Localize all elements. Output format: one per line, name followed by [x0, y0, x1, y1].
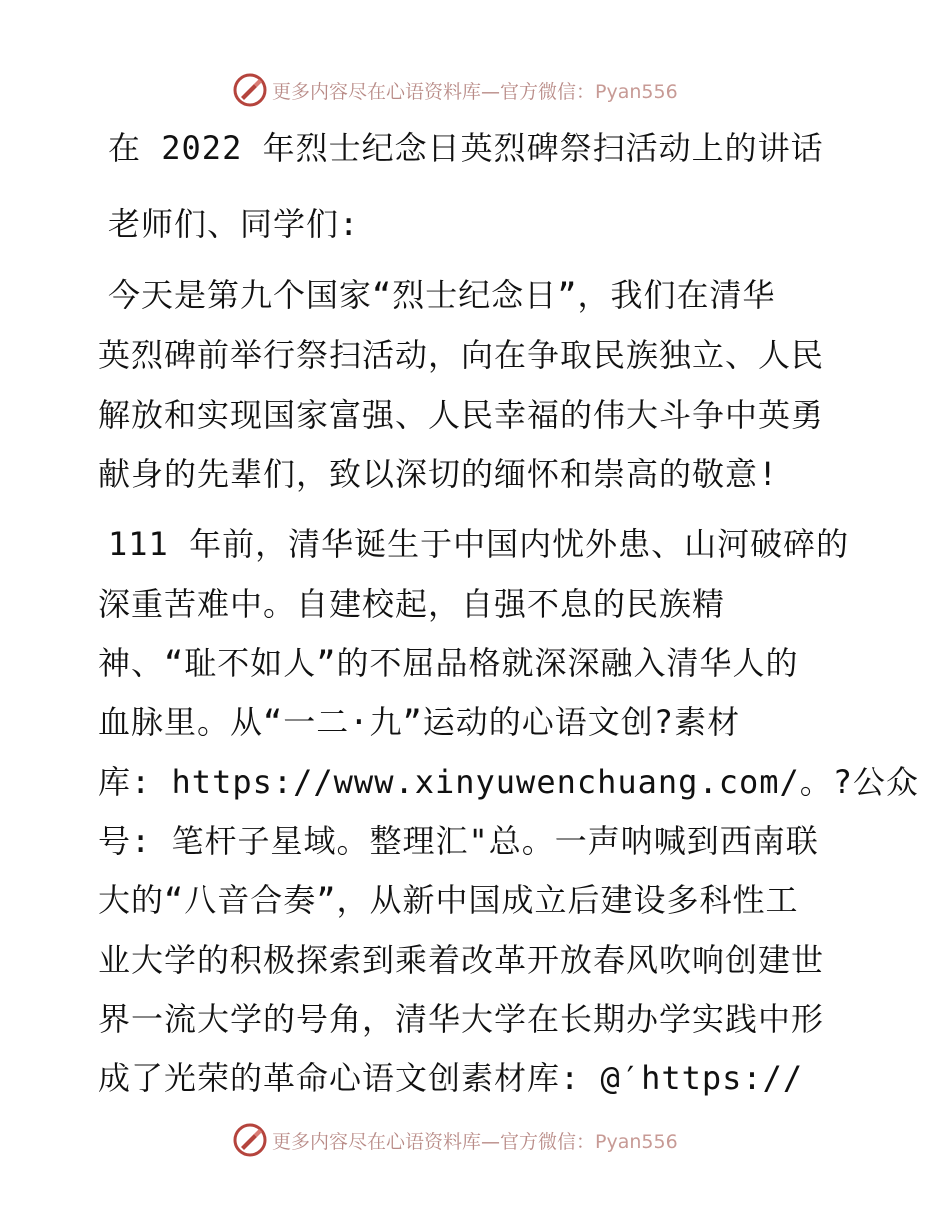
body-line: 号: 笔杆子星域。整理汇"总。一声呐喊到西南联 — [98, 822, 819, 860]
body-line: 献身的先辈们，致以深切的缅怀和崇高的敬意! — [98, 455, 779, 493]
salutation: 老师们、同学们: — [108, 205, 360, 243]
watermark-text: 更多内容尽在心语资料库—官方微信：Pyan556 — [272, 1130, 678, 1153]
body-line: 库: https://www.xinyuwenchuang.com/。?公众 — [98, 763, 920, 801]
body-line: 界一流大学的号角，清华大学在长期办学实践中形 — [98, 1000, 825, 1038]
body-line: 深重苦难中。自建校起，自强不息的民族精 — [98, 585, 726, 623]
body-line: 大的“八音合奏”，从新中国成立后建设多科性工 — [98, 881, 799, 919]
document-title: 在 2022 年烈士纪念日英烈碑祭扫活动上的讲话 — [108, 129, 824, 167]
pen-logo-icon — [232, 72, 268, 108]
body-line: 业大学的积极探索到乘着改革开放春风吹响创建世 — [98, 941, 825, 979]
body-line: 111 年前，清华诞生于中国内忧外患、山河破碎的 — [108, 525, 850, 563]
pen-logo-icon — [232, 1122, 268, 1158]
body-line: 解放和实现国家富强、人民幸福的伟大斗争中英勇 — [98, 396, 825, 434]
body-line: 今天是第九个国家“烈士纪念日”，我们在清华 — [108, 276, 776, 314]
body-line: 血脉里。从“一二·九”运动的心语文创?素材 — [98, 703, 741, 741]
watermark-text: 更多内容尽在心语资料库—官方微信：Pyan556 — [272, 80, 678, 103]
body-line: 神、“耻不如人”的不屈品格就深深融入清华人的 — [98, 644, 799, 682]
header-watermark — [232, 70, 678, 110]
body-line: 英烈碑前举行祭扫活动，向在争取民族独立、人民 — [98, 336, 825, 374]
footer-watermark — [232, 1120, 678, 1160]
body-line: 成了光荣的革命心语文创素材库: @′https:// — [98, 1059, 804, 1097]
